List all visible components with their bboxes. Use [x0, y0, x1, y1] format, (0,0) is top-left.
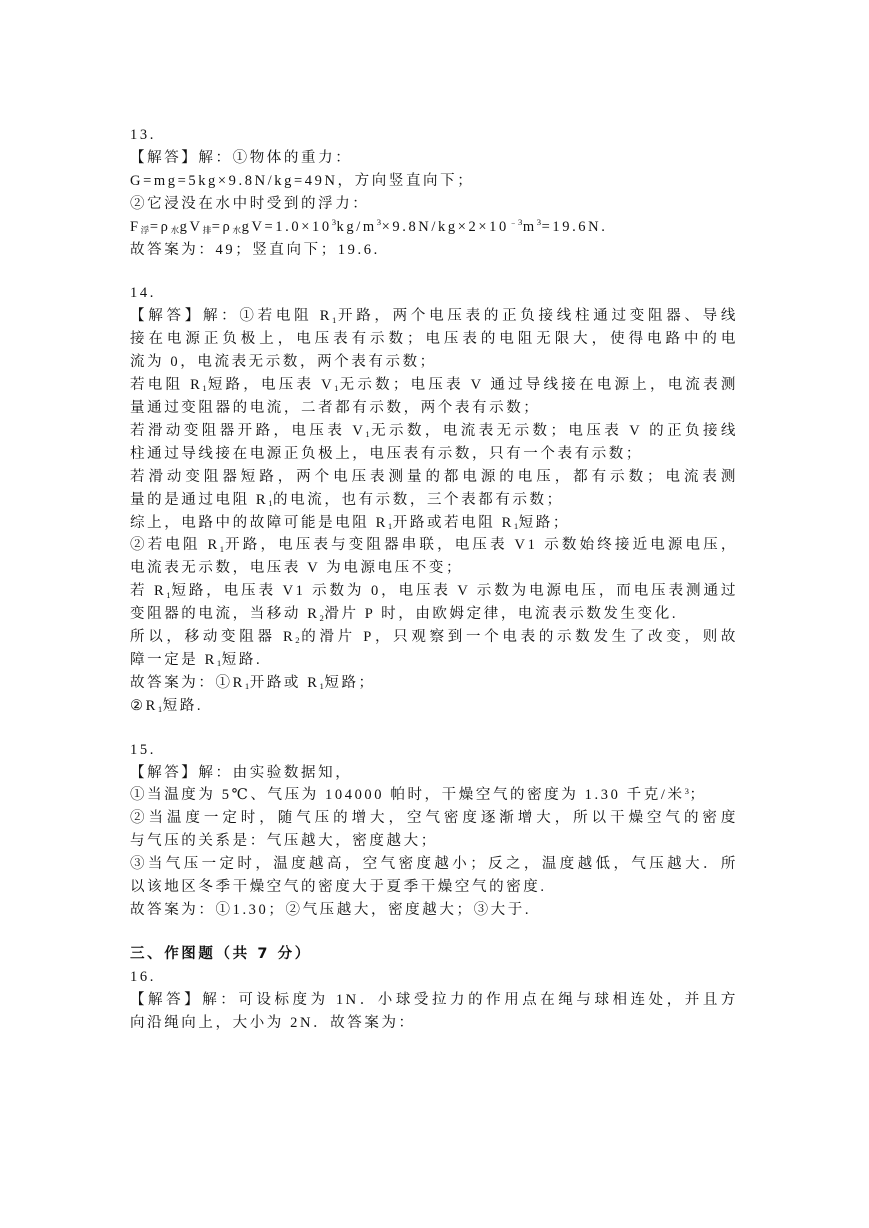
- paragraph: [130, 216, 738, 239]
- subscript: 1: [157, 704, 163, 715]
- subscript: 排: [202, 225, 212, 236]
- text-line: [130, 899, 738, 922]
- text-run: 若 R: [130, 583, 167, 600]
- text-line: [130, 762, 738, 785]
- text-line: [130, 807, 738, 830]
- text-run: 流为 0，电流表无示数，两个表有示数；: [130, 354, 437, 371]
- text-line: [130, 534, 738, 557]
- paragraph: [130, 784, 738, 807]
- text-line: [130, 147, 738, 170]
- text-run: 故答案为：49；竖直向下；19.6.: [130, 241, 380, 258]
- paragraph: [130, 695, 738, 718]
- text-run: 量通过变阻器的电流，二者都有示数，两个表有示数；: [130, 399, 541, 416]
- text-line: [130, 374, 738, 397]
- superscript: ﹣3: [508, 217, 523, 228]
- text-run: 若电阻 R: [130, 377, 203, 394]
- paragraph: [130, 672, 738, 695]
- text-line: [130, 305, 738, 328]
- paragraph: [130, 534, 738, 580]
- text-line: [130, 397, 738, 420]
- text-run: 柱通过导线接在电源正负极上，电压表有示数，只有一个表有示数；: [130, 445, 643, 462]
- text-line: [130, 784, 738, 807]
- text-run: ；: [689, 787, 707, 804]
- text-line: [130, 239, 738, 262]
- paragraph: [130, 147, 738, 170]
- text-run: =ρ: [149, 218, 171, 235]
- paragraph: [130, 466, 738, 512]
- text-run: 短路；: [324, 674, 376, 691]
- subscript: 1: [331, 314, 337, 325]
- superscript: 3: [536, 217, 542, 228]
- subscript: 1: [387, 520, 393, 531]
- text-line: [130, 603, 738, 626]
- subscript: 水: [170, 225, 180, 236]
- question-number: 16.: [130, 968, 156, 985]
- text-run: 滑片 P 时，由欧姆定律，电流表示数发生变化.: [324, 606, 679, 623]
- text-run: ③当气压一定时，温度越高，空气密度越小；反之，温度越低，气压越大．所: [130, 856, 738, 873]
- text-line: [130, 830, 738, 853]
- text-run: 短路，电压表 V1 示数为 0，电压表 V 示数为电源电压，而电压表测通过: [171, 583, 738, 600]
- text-run: gV: [179, 218, 203, 235]
- text-run: 以该地区冬季干燥空气的密度大于夏季干燥空气的密度.: [130, 879, 547, 896]
- text-run: 【解答】解：①若电阻 R: [130, 308, 332, 325]
- text-line: [130, 351, 738, 374]
- text-run: 【解答】解：由实验数据知，: [130, 764, 353, 781]
- paragraph: [130, 762, 738, 785]
- text-run: m: [522, 218, 537, 235]
- text-line: [130, 328, 738, 351]
- text-line: [130, 443, 738, 466]
- text-run: 与气压的关系是：气压越大，密度越大；: [130, 833, 438, 850]
- subscript: 2: [319, 612, 325, 623]
- text-run: 【解答】解：可设标度为 1N．小球受拉力的作用点在绳与球相连处，并且方: [130, 991, 738, 1008]
- text-run: 短路；: [518, 514, 571, 531]
- text-line: [130, 193, 738, 216]
- text-run: 开路，电压表与变阻器串联，电压表 V1 示数始终接近电源电压，: [224, 537, 738, 554]
- superscript: 3: [684, 786, 690, 797]
- paragraph: [130, 420, 738, 466]
- text-run: =ρ: [211, 218, 233, 235]
- text-run: ②R: [130, 697, 158, 714]
- text-run: 开路，两个电压表的正负接线柱通过变阻器、导线: [336, 308, 738, 325]
- text-line: [130, 466, 738, 489]
- subscript: 2: [295, 635, 301, 646]
- paragraph: [130, 239, 738, 262]
- paragraph: [130, 374, 738, 420]
- text-line: [130, 695, 738, 718]
- text-run: 【解答】解：①物体的重力：: [130, 149, 353, 166]
- subscript: 1: [513, 520, 519, 531]
- text-run: 若滑动变阻器短路，两个电压表测量的都电源的电压，都有示数；电流表测: [130, 468, 738, 485]
- paragraph: [130, 305, 738, 374]
- text-run: =19.6N.: [541, 218, 608, 235]
- subscript: 水: [232, 225, 242, 236]
- subscript: 1: [319, 681, 325, 692]
- text-run: 变阻器的电流，当移动 R: [130, 606, 320, 623]
- text-line: [130, 580, 738, 603]
- text-run: 无示数，电流表无示数；电压表 V 的正负接线: [370, 422, 738, 439]
- text-run: 向沿绳向上，大小为 2N．故答案为：: [130, 1014, 416, 1031]
- text-run: ①当温度为 5℃、气压为 104000 帕时，干燥空气的密度为 1.30 千克/米: [130, 787, 685, 804]
- text-line: [130, 672, 738, 695]
- paragraph: [130, 853, 738, 899]
- text-run: 故答案为：①R: [130, 674, 245, 691]
- text-run: 若滑动变阻器开路，电压表 V: [130, 422, 366, 439]
- subscript: 浮: [140, 225, 150, 236]
- text-line: [130, 170, 738, 193]
- superscript: 3: [331, 217, 337, 228]
- paragraph: [130, 899, 738, 922]
- text-run: 短路，电压表 V: [207, 377, 335, 394]
- subscript: 1: [166, 589, 172, 600]
- text-run: G=mg=5kg×9.8N/kg=49N，方向竖直向下；: [130, 172, 475, 189]
- question-number: 13.: [130, 127, 156, 143]
- text-run: 障一定是 R: [130, 651, 217, 668]
- paragraph: [130, 512, 738, 535]
- subscript: 1: [365, 429, 371, 440]
- subscript: 1: [216, 658, 222, 669]
- text-line: [130, 626, 738, 649]
- section-heading: 三、作图题（共 7 分）: [130, 945, 312, 962]
- text-run: 接在电源正负极上，电压表有示数；电压表的电阻无限大，使得电路中的电: [130, 331, 738, 348]
- text-run: 无示数；电压表 V 通过导线接在电源上，电流表测: [339, 377, 738, 394]
- text-run: 短路.: [162, 697, 204, 714]
- paragraph: [130, 193, 738, 216]
- text-run: 故答案为：①1.30；②气压越大，密度越大；③大于.: [130, 902, 532, 918]
- text-run: 开路或 R: [249, 674, 320, 691]
- text-run: F: [130, 218, 141, 235]
- subscript: 1: [268, 498, 274, 509]
- text-line: [130, 989, 738, 1012]
- text-line: [130, 876, 738, 899]
- subscript: 1: [334, 383, 340, 394]
- text-run: 的滑片 P，只观察到一个电表的示数发生了改变，则故: [300, 629, 739, 646]
- text-run: 电流表无示数，电压表 V 为电源电压不变；: [130, 560, 464, 577]
- text-run: kg/m: [336, 218, 377, 235]
- paragraph: [130, 807, 738, 853]
- text-line: [130, 557, 738, 580]
- paragraph: [130, 989, 738, 1035]
- text-run: 短路.: [221, 651, 263, 668]
- subscript: 1: [219, 543, 225, 554]
- text-run: ×9.8N/kg×2×10: [381, 218, 509, 235]
- text-run: 开路或若电阻 R: [392, 514, 514, 531]
- question-number: 15.: [130, 741, 156, 758]
- paragraph: [130, 170, 738, 193]
- text-run: 的电流，也有示数，三个表都有示数；: [273, 491, 564, 508]
- superscript: 3: [376, 217, 382, 228]
- text-line: [130, 216, 738, 239]
- text-line: [130, 420, 738, 443]
- text-run: 量的是通过电阻 R: [130, 491, 269, 508]
- text-line: [130, 1012, 738, 1035]
- text-run: ②它浸没在水中时受到的浮力：: [130, 195, 370, 212]
- solution-section: [130, 739, 738, 922]
- text-run: gV=1.0×10: [241, 218, 332, 235]
- subscript: 1: [202, 383, 208, 394]
- subscript: 1: [244, 681, 250, 692]
- text-line: [130, 649, 738, 672]
- text-run: 综上，电路中的故障可能是电阻 R: [130, 514, 388, 531]
- text-line: [130, 512, 738, 535]
- solution-document: [130, 124, 738, 1035]
- solution-section: [130, 124, 738, 261]
- text-line: [130, 853, 738, 876]
- text-run: ②当温度一定时，随气压的增大，空气密度逐渐增大，所以干燥空气的密度: [130, 810, 738, 827]
- question-number: 14.: [130, 285, 156, 302]
- text-line: [130, 489, 738, 512]
- solution-section: [130, 282, 738, 717]
- paragraph: [130, 626, 738, 672]
- text-run: ②若电阻 R: [130, 537, 220, 554]
- paragraph: [130, 580, 738, 626]
- text-run: 所以，移动变阻器 R: [130, 629, 296, 646]
- solution-section: [130, 943, 738, 1035]
